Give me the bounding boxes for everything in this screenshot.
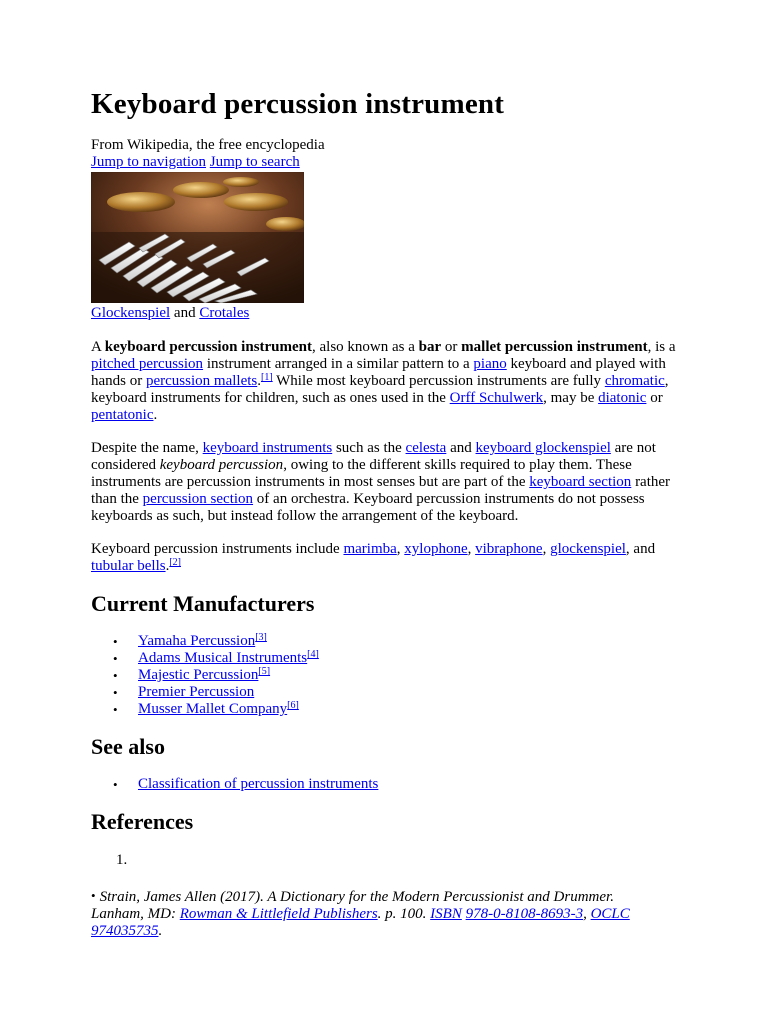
references-heading: References (91, 809, 194, 834)
see-also-heading: See also (91, 734, 165, 759)
manufacturer-ref-link[interactable]: [5] (258, 666, 271, 677)
oclc-number-link[interactable]: 974035735 (91, 923, 159, 939)
tubular-bells-link[interactable]: tubular bells (91, 558, 166, 574)
percussion-section-link[interactable]: percussion section (142, 491, 254, 507)
list-item (91, 701, 319, 718)
keyboard-section-link[interactable]: keyboard section (529, 474, 632, 490)
pentatonic-link[interactable]: pentatonic (91, 407, 154, 423)
page-title: Keyboard percussion instrument (91, 88, 505, 120)
marimba-link[interactable]: marimba (343, 541, 397, 557)
keyboard-instruments-link[interactable]: keyboard instruments (202, 440, 333, 456)
manufacturer-ref-link[interactable]: [6] (287, 700, 299, 711)
reference-citation: • Strain, James Allen (2017). A Dictionary for the Modern Percussionist and Drummer. Lanham, MD: Rowman & Littlefield Publishers. p. 100. ISBN 978-0-8108-8693-3, OCLC 974035735. (91, 888, 630, 939)
oclc-link[interactable]: OCLC (590, 906, 630, 922)
vibraphone-link[interactable]: vibraphone (475, 541, 543, 557)
chromatic-link[interactable]: chromatic (604, 373, 665, 389)
glockenspiel-photo-illustration (91, 172, 304, 303)
manufacturer-link[interactable]: Musser Mallet Company (138, 701, 288, 717)
isbn-link[interactable]: ISBN (430, 906, 462, 922)
list-item (91, 776, 378, 793)
list-item (91, 633, 319, 650)
celesta-link[interactable]: celesta (405, 440, 447, 456)
diatonic-link[interactable]: diatonic (598, 390, 647, 406)
intro-paragraph: A keyboard percussion instrument, also known as a bar or mallet percussion instrument, is a pitched percussion instrument arranged in a similar pattern to a piano keyboard and played with hands or percussion mallets.[1] While most keyboard percussion instruments are fully chromatic, keyboard instruments for children, such as ones used in the Orff Schulwerk, may be diatonic or pentatonic. (91, 339, 676, 423)
glockenspiel-caption-link[interactable]: Glockenspiel (91, 305, 171, 321)
piano-link[interactable]: piano (473, 356, 507, 372)
jump-links (91, 154, 300, 171)
orff-schulwerk-link[interactable]: Orff Schulwerk (449, 390, 544, 406)
classification-link[interactable]: Classification of percussion instruments (138, 776, 379, 792)
manufacturers-heading: Current Manufacturers (91, 591, 315, 616)
glockenspiel-link[interactable]: glockenspiel (550, 541, 626, 557)
reference-number: 1. (116, 852, 128, 868)
manufacturer-ref-link[interactable]: [4] (307, 649, 319, 660)
percussion-mallets-link[interactable]: percussion mallets (146, 373, 258, 389)
jump-to-navigation-link[interactable]: Jump to navigation (91, 154, 206, 170)
reference-2-link[interactable]: [2] (169, 557, 181, 568)
manufacturer-link[interactable]: Premier Percussion (138, 684, 255, 700)
manufacturer-link[interactable]: Adams Musical Instruments (138, 650, 308, 666)
rowman-littlefield-link[interactable]: Rowman & Littlefield Publishers (179, 906, 378, 922)
manufacturer-link[interactable]: Yamaha Percussion (138, 633, 256, 649)
xylophone-link[interactable]: xylophone (404, 541, 468, 557)
despite-paragraph: Despite the name, keyboard instruments such as the celesta and keyboard glockenspiel are not considered keyboard percussion, owing to the different skills required to play them. These instruments are percussion instruments in most senses but are part of the keyboard section rather than the percussion section of an orchestra. Keyboard percussion instruments do not possess keyboards as such, but instead follow the arrangement of the keyboard. (91, 440, 671, 524)
list-item (91, 650, 319, 667)
manufacturer-link[interactable]: Majestic Percussion (138, 667, 259, 683)
include-paragraph: Keyboard percussion instruments include marimba, xylophone, vibraphone, glockenspiel, and tubular bells.[2] (91, 541, 656, 574)
pitched-percussion-link[interactable]: pitched percussion (91, 356, 204, 372)
glockenspiel-crotales-photo (91, 172, 304, 303)
reference-1-link[interactable]: [1] (260, 372, 273, 383)
image-caption: Glockenspiel and Crotales (91, 305, 250, 321)
isbn-number-link[interactable]: 978-0-8108-8693-3 (465, 906, 584, 922)
manufacturers-list (91, 633, 319, 718)
list-item (91, 667, 319, 684)
jump-to-search-link[interactable]: Jump to search (209, 154, 300, 170)
see-also-list (91, 776, 378, 793)
crotales-caption-link[interactable]: Crotales (199, 305, 250, 321)
keyboard-glockenspiel-link[interactable]: keyboard glockenspiel (475, 440, 611, 456)
manufacturer-ref-link[interactable]: [3] (255, 632, 267, 643)
citation-bullet: • (91, 888, 96, 903)
site-tagline: From Wikipedia, the free encyclopedia (91, 137, 325, 153)
list-item (91, 684, 319, 701)
